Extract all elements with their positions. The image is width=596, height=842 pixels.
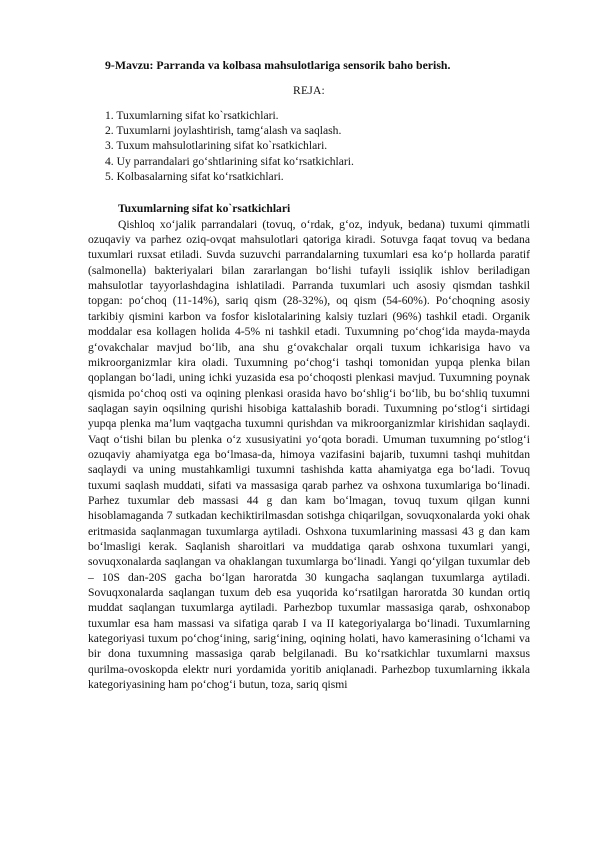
plan-item: 5. Kolbasalarning sifat ko‘rsatkichlari. bbox=[105, 170, 284, 184]
plan-list bbox=[88, 108, 530, 185]
document-page bbox=[88, 58, 530, 692]
section-heading: Tuxumlarning sifat ko`rsatkichlari bbox=[118, 202, 291, 216]
plan-item: 1. Tuxumlarning sifat ko`rsatkichlari. bbox=[105, 108, 279, 122]
plan-item: 2. Tuxumlarni joylashtirish, tamg‘alash va saqlash. bbox=[105, 124, 342, 138]
plan-item: 4. Uy parrandalari go‘shtlarining sifat ko‘rsatkichlari. bbox=[105, 154, 354, 168]
plan-title: REJA: bbox=[293, 84, 325, 98]
body-paragraph: Qishloq xo‘jalik parrandalari (tovuq, o‘rdak, g‘oz, indyuk, bedana) tuxumi qimmatli ozuqaviy va parhez oziq-ovqat mahsulotlari qatoriga kiradi. Sotuvga faqat tovuq va bedana tuxumlari ruxsat etiladi. Suvda suzuvchi parrandalarning tuxumlari esa ko‘p hollarda paratif (salmonella) bakteriyalari bilan zararlangan bo‘lishi tufayli issiqlik ishlov beriladigan mahsulotlar tayyorlashdagina ishlatiladi. Parranda tuxumlari uch asosiy qismdan tashkil topgan: po‘choq (11-14%), sariq qism (28-32%), oq qism (54-60%). Po‘choqning asosiy tarkibiy qismini karbon va fosfor kislotalarining kalsiy tuzlari (96%) tashkil etadi. Organik moddalar esa kollagen holida 4-5% ni tashkil etadi. Tuxumning po‘chog‘ida mayda-mayda g‘ovakchalar mavjud bo‘lib, ana shu g‘ovakchalar orqali tuxum ichkarisiga havo va mikroorganizmlar kira oladi. Tuxumning po‘chog‘i tashqi tomonidan yupqa plenka bilan qoplangan bo‘ladi, uning ichki yuzasida esa po‘choqosti plenkasi mavjud. Tuxumning poynak qismida po‘choq osti va oqining plenkasi orasida havo bo‘shlig‘i bo‘lib, bu bo‘shliq tuxumni saqlagan sayin oqsilning qurishi hisobiga kattalashib boradi. Tuxumning po‘stlog‘i sirtidagi yupqa plenka ma’lum vaqtgacha tuxumni qurishdan va mikroorganizmlar kirishidan saqlaydi. Vaqt o‘tishi bilan bu plenka o‘z xususiyatini yo‘qota boradi. Umuman tuxumning po‘stlog‘i ozuqaviy ahamiyatga ega bo‘lmasa-da, himoya vazifasini bajarib, tuxumni tashqi muhitdan saqlaydi va uning mustahkamligi tuxumni tashishda katta ahamiyatga ega bo‘ladi. Tovuq tuxumi saqlash muddati, sifati va massasiga qarab parhez va oshxona tuxumlariga bo‘linadi. Parhez tuxumlar deb massasi 44 g dan kam bo‘lmagan, tovuq tuxum qilgan kunni hisoblamaganda 7 sutkadan kechiktirilmasdan sotishga chiqarilgan, sovuqxonalarda yoki ohak eritmasida saqlanmagan tuxumlarga aytiladi. Oshxona tuxumlarining massasi 43 g dan kam bo‘lmasligi kerak. Saqlanish sharoitlari va muddatiga qarab oshxona tuxumlari yangi, sovuqxonalarda saqlangan va ohaklangan tuxumlarga bo‘linadi. Yangi qo‘yilgan tuxumlar deb – 10S dan-20S gacha bo‘lgan haroratda 30 kungacha saqlangan tuxumlarga aytiladi. Sovuqxonalarda saqlangan tuxum deb esa yuqorida ko‘rsatilgan haroratda 30 kundan ortiq muddat saqlangan tuxumlarga aytiladi. Parhezbop tuxumlar massasiga qarab, oshxonabop tuxumlar esa ham massasi va sifatiga qarab I va II kategoriyalarga bo‘linadi. Tuxumlarning kategoriyasi tuxum po‘chog‘ining, sarig‘ining, oqining holati, havo kamerasining o‘lchami va bir dona tuxumning massasiga qarab belgilanadi. Bu ko‘rsatkichlar tuxumlarni maxsus qurilma-ovoskopda elektr nuri yordamida yoritib aniqlanadi. Parhezbop tuxumlarning ikkala kategoriyasining ham po‘chog‘i butun, toza, sariq qismi bbox=[88, 217, 530, 692]
plan-item: 3. Tuxum mahsulotlarining sifat ko`rsatkichlari. bbox=[105, 139, 328, 153]
document-title: 9-Mavzu: Parranda va kolbasa mahsulotlariga sensorik baho berish. bbox=[105, 58, 451, 72]
